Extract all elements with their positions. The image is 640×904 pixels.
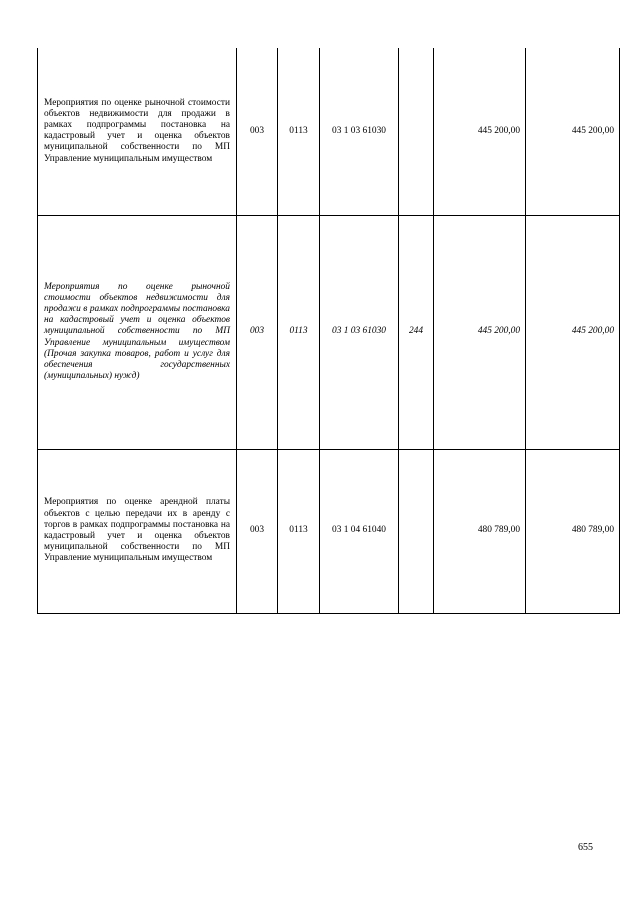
amount-total-cell: 480 789,00: [526, 449, 620, 613]
amount-plan-cell: 445 200,00: [434, 215, 526, 449]
section-code-cell: 0113: [278, 215, 320, 449]
target-code-cell: 03 1 04 61040: [320, 449, 399, 613]
amount-total-cell: 445 200,00: [526, 215, 620, 449]
table-row: [38, 449, 620, 613]
row-name-cell: [38, 449, 237, 613]
amount-plan-cell: 445 200,00: [434, 48, 526, 215]
budget-table: [37, 48, 620, 614]
row-name: Мероприятия по оценке рыночной стоимости объектов недвижимости для продажи в рамках подпрограммы постановка на кадастровый учет и оценка объектов муниципальной собственности по МП Управление муниципальным имуществом (Прочая закупка товаров, работ и услуг для обеспечения государственных (муниципальных) нужд): [44, 281, 230, 382]
row-name-cell: [38, 48, 237, 215]
ministry-code-cell: 003: [237, 48, 278, 215]
ministry-code-cell: 003: [237, 215, 278, 449]
expense-type-cell: 244: [399, 215, 434, 449]
row-name: Мероприятия по оценке рыночной стоимости объектов недвижимости для продажи в рамках подпрограммы постановка на кадастровый учет и оценка объектов муниципальной собственности по МП Управление муниципальным имуществом: [44, 97, 230, 164]
table-row: [38, 215, 620, 449]
amount-plan-cell: 480 789,00: [434, 449, 526, 613]
section-code-cell: 0113: [278, 449, 320, 613]
row-name-cell: [38, 215, 237, 449]
page-number: 655: [578, 842, 593, 853]
expense-type-cell: [399, 48, 434, 215]
target-code-cell: 03 1 03 61030: [320, 48, 399, 215]
row-name: Мероприятия по оценке арендной платы объектов с целью передачи их в аренду с торгов в рамках подпрограммы постановка на кадастровый учет и оценка объектов муниципальной собственности по МП Управление муниципальным имуществом: [44, 497, 230, 564]
expense-type-cell: [399, 449, 434, 613]
section-code-cell: 0113: [278, 48, 320, 215]
target-code-cell: 03 1 03 61030: [320, 215, 399, 449]
ministry-code-cell: 003: [237, 449, 278, 613]
amount-total-cell: 445 200,00: [526, 48, 620, 215]
table-row: [38, 48, 620, 215]
